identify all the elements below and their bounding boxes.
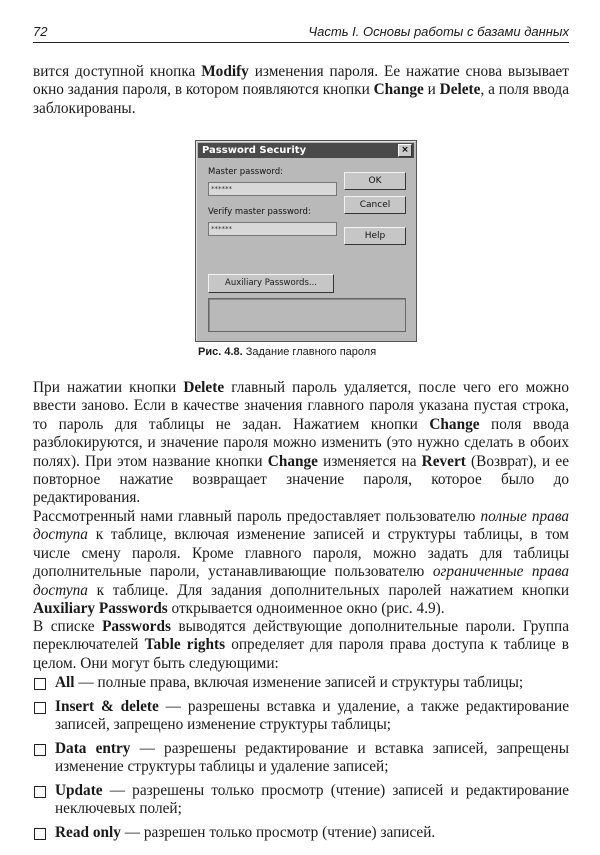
list-item: Update — разрешены только просмотр (чтение) записей и редактирование неключевых полей; <box>33 782 569 819</box>
close-icon[interactable]: × <box>398 144 412 157</box>
paragraph-table-rights: В списке Passwords выводятся действующие дополнительные пароли. Группа переключателей Table rights определяет для пароля права доступа к таблице в целом. Они могут быть следующими: <box>33 618 569 672</box>
chapter-title: Часть I. Основы работы с базами данных <box>308 24 569 39</box>
page-header <box>33 22 569 43</box>
paragraph-delete-change: При нажатии кнопки Delete главный пароль удаляется, после чего его можно ввести заново. Если в качестве значения главного пароля указана пустая строка, то пароль для таблицы не задан. Нажатием кнопки Change поля ввода разблокируются, и значение пароля можно изменить (это нужно сделать в обоих полях). При этом название кнопки Change изменяется на Revert (Возврат), и ее повторное нажатие возвращает значение пароля, которое было до редактирования. <box>33 379 570 507</box>
master-password-field[interactable]: ****** <box>208 182 337 196</box>
intro-paragraph: вится доступной кнопка Modify изменения пароля. Ее нажатие снова вызывает окно задания пароля, в котором появляются кнопки Change и Delete, а поля ввода заблокированы. <box>33 63 570 117</box>
list-item: Insert & delete — разрешены вставка и удаление, а также редактирование записей, запрещено изменение структуры таблицы; <box>33 698 569 735</box>
list-item: Data entry — разрешены редактирование и вставка записей, запрещены изменение структуры таблицы и удаление записей; <box>33 740 569 777</box>
dialog-title-bar <box>198 143 414 158</box>
auxiliary-passwords-button[interactable]: Auxiliary Passwords... <box>208 274 334 293</box>
checkbox-bullet-icon <box>34 828 46 840</box>
list-item: Read only — разрешен только просмотр (чтение) записей. <box>33 824 569 842</box>
dialog-info-panel <box>208 298 406 332</box>
checkbox-bullet-icon <box>34 786 46 798</box>
ok-button[interactable]: OK <box>344 172 406 190</box>
password-security-dialog <box>195 140 417 342</box>
master-password-label: Master password: <box>208 167 283 177</box>
verify-password-label: Verify master password: <box>208 207 311 217</box>
checkbox-bullet-icon <box>34 702 46 714</box>
cancel-button[interactable]: Cancel <box>344 196 406 214</box>
verify-password-field[interactable]: ****** <box>208 222 337 236</box>
paragraph-access-rights: Рассмотренный нами главный пароль предоставляет пользователю полные права доступа к таблице, включая изменение записей и структуры таблицы, в том числе смену пароля. Кроме главного пароля, можно задать для таблицы дополнительные пароли, устанавливающие пользователю ограниченные права доступа к таблице. Для задания дополнительных паролей нажатием кнопки Auxiliary Passwords открывается одноименное окно (рис. 4.9). <box>33 508 569 618</box>
help-button[interactable]: Help <box>344 227 406 245</box>
checkbox-bullet-icon <box>34 744 46 756</box>
figure-caption: Рис. 4.8. Задание главного пароля <box>198 346 377 358</box>
checkbox-bullet-icon <box>34 678 46 690</box>
page-number: 72 <box>33 24 48 39</box>
list-item: All — полные права, включая изменение записей и структуры таблицы; <box>33 674 569 692</box>
dialog-title: Password Security <box>202 145 307 156</box>
